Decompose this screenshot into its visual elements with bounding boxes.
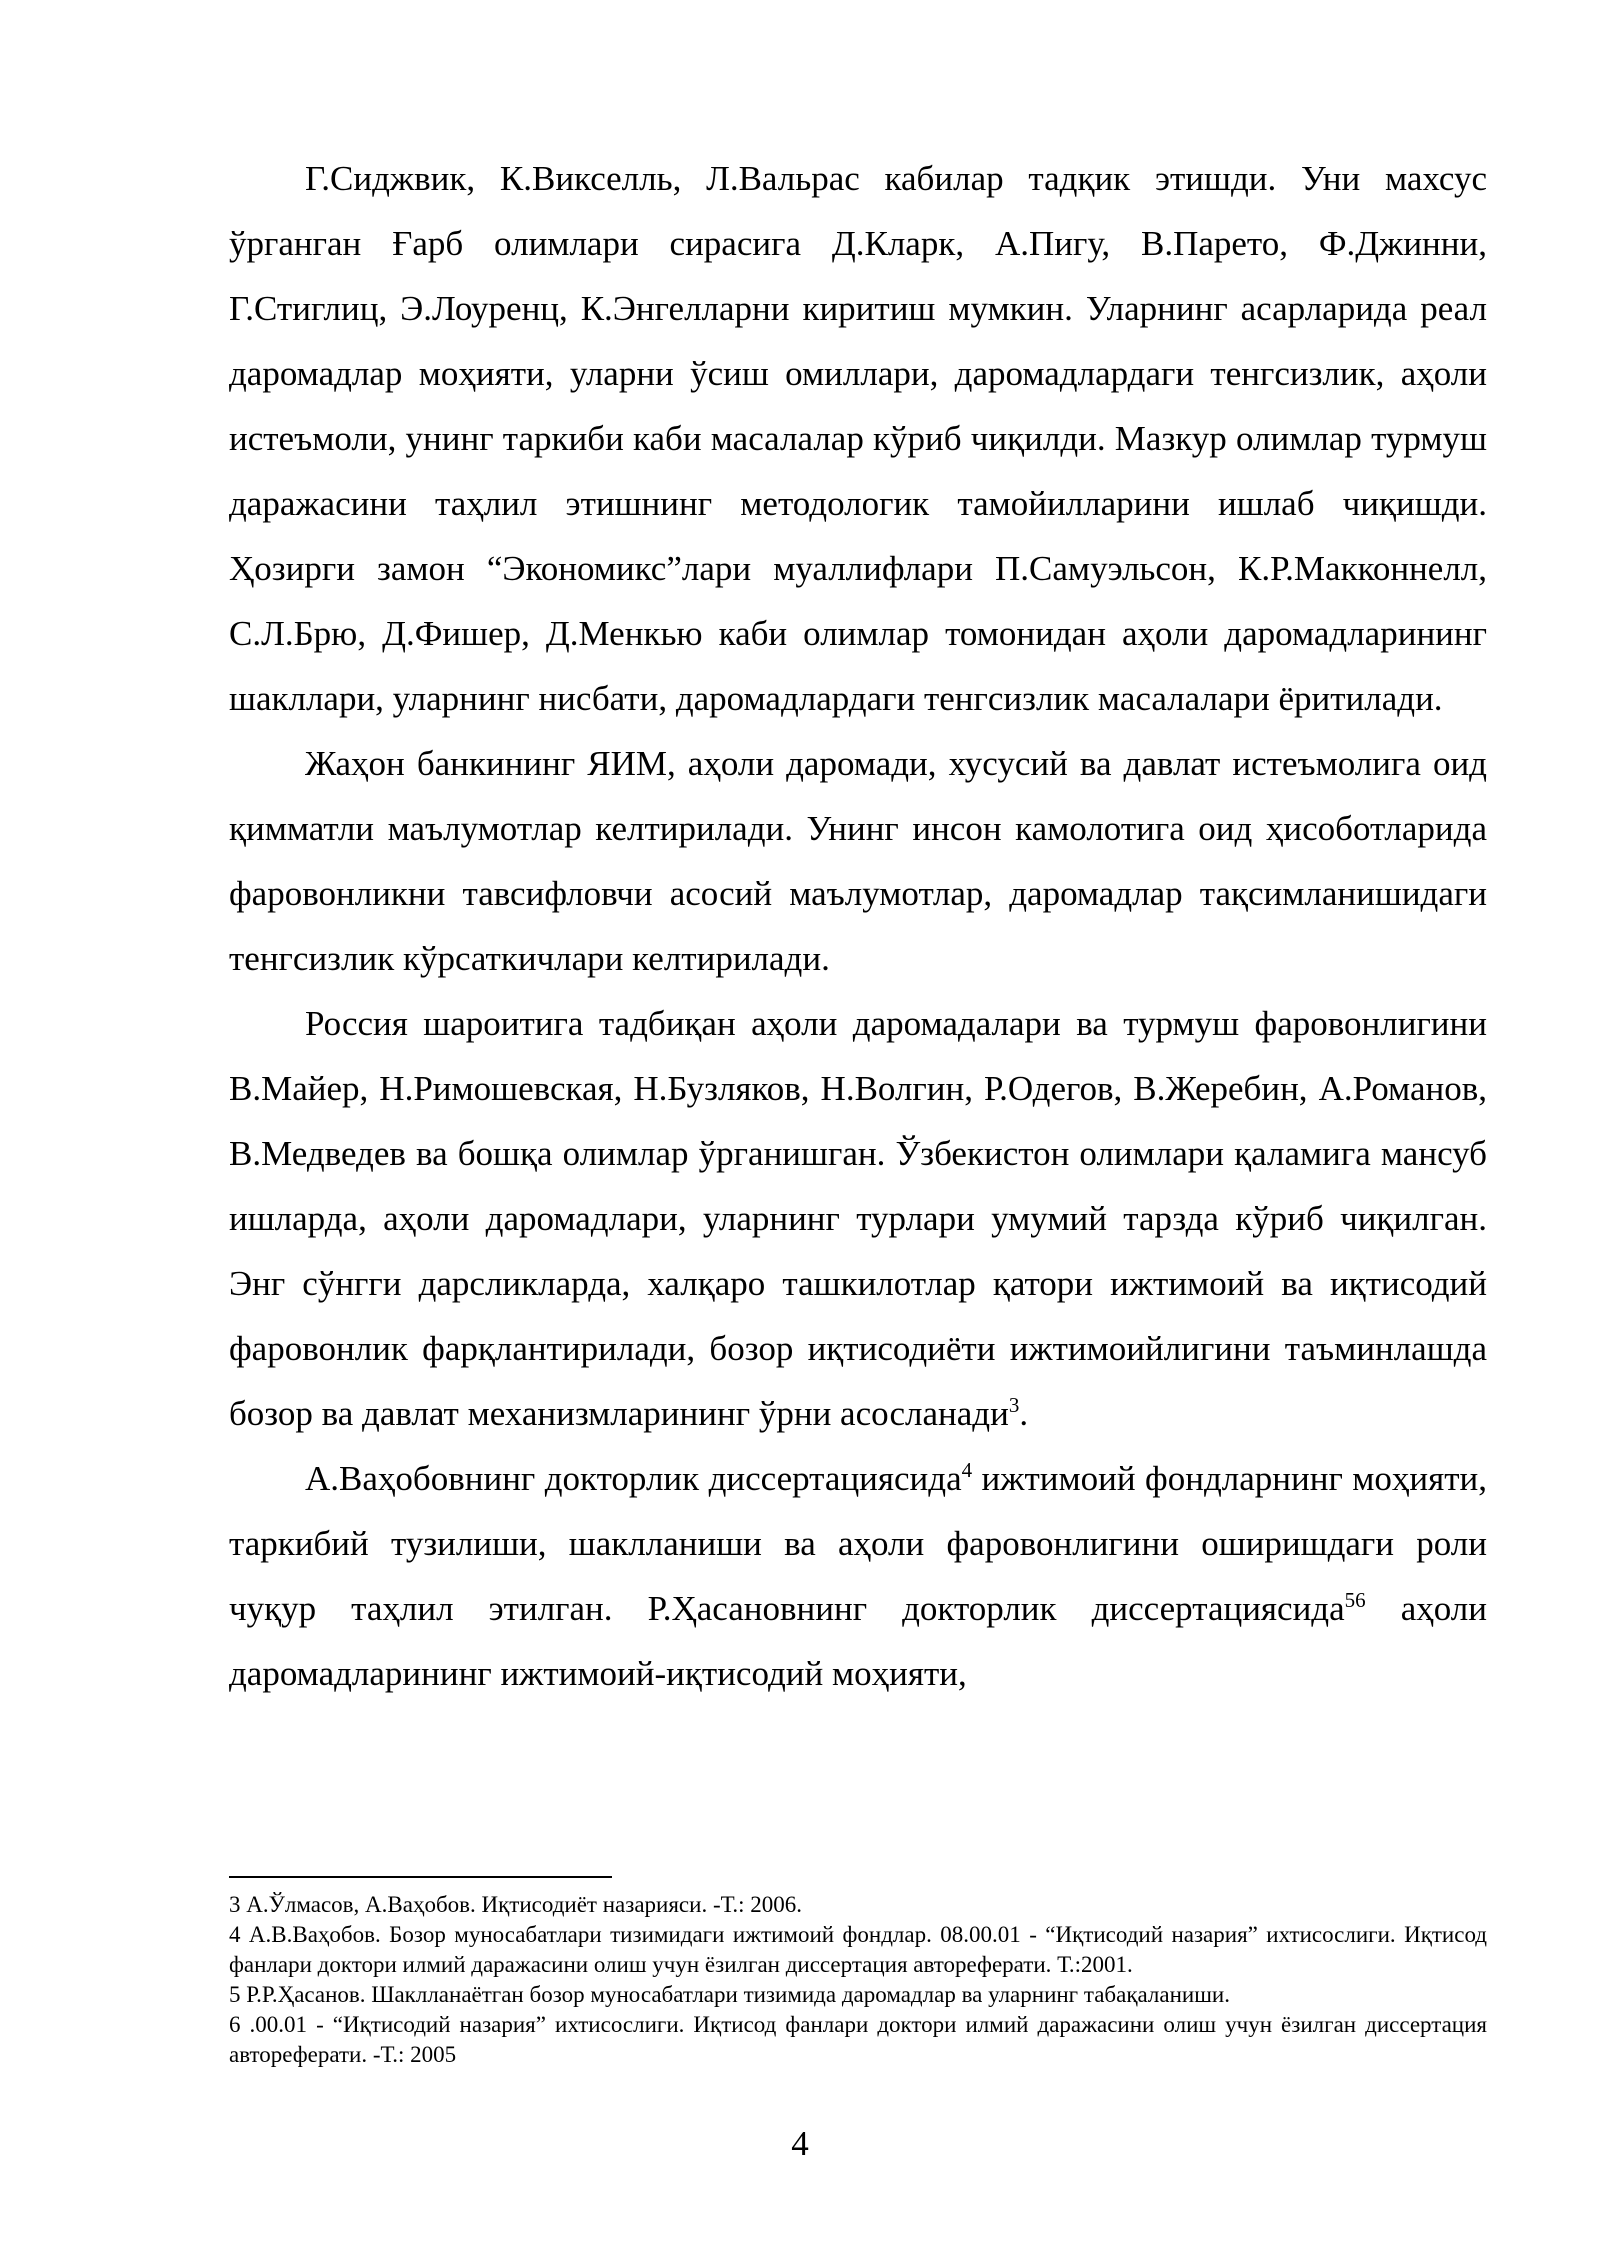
paragraph-text: ижтимоий фондларнинг моҳияти, таркибий тузилиши, шаклланиши ва аҳоли фаровонлигини оширишдаги роли чуқур таҳлил этилган. Р.Ҳасановнинг докторлик диссертациясида: [229, 1459, 1487, 1628]
footnote-separator: [229, 1876, 612, 1878]
paragraph-text: Г.Сиджвик, К.Викселль, Л.Вальрас кабилар тадқик этишди. Уни махсус ўрганган Ғарб олимлари сирасига Д.Кларк, А.Пигу, В.Парето, Ф.Джинни, Г.Стиглиц, Э.Лоуренц, К.Энгелларни киритиш мумкин. Уларнинг асарларида реал даромадлар моҳияти, уларни ўсиш омиллари, даромадлардаги тенгсизлик, аҳоли истеъмоли, унинг таркиби каби масалалар кўриб чиқилди. Мазкур олимлар турмуш даражасини таҳлил этишнинг методологик тамойилларини ишлаб чиқишди. Ҳозирги замон “Экономикс”лари муаллифлари П.Самуэльсон, К.Р.Макконнелл, С.Л.Брю, Д.Фишер, Д.Менкью каби олимлар томонидан аҳоли даромадларининг шакллари, уларнинг нисбати, даромадлардаги тенгсизлик масалалари ёритилади.: [229, 159, 1487, 718]
paragraph: [229, 731, 1487, 991]
paragraph-text-start: А.Ваҳобовнинг докторлик диссертациясида: [305, 1459, 962, 1498]
paragraph-text: Россия шароитига тадбиқан аҳоли даромадалари ва турмуш фаровонлигини В.Майер, Н.Римошевская, Н.Бузляков, Н.Волгин, Р.Одегов, В.Жеребин, А.Романов, В.Медведев ва бошқа олимлар ўрганишган. Ўзбекистон олимлари қаламига мансуб ишларда, аҳоли даромадлари, уларнинг турлари умумий тарзда кўриб чиқилган. Энг сўнгги дарсликларда, халқаро ташкилотлар қатори ижтимоий ва иқтисодий фаровонлик фарқлантирилади, бозор иқтисодиёти ижтимоийлигини таъминлашда бозор ва давлат механизмларининг ўрни асосланади: [229, 1004, 1487, 1433]
paragraph-text: Жаҳон банкининг ЯИМ, аҳоли даромади, хусусий ва давлат истеъмолига оид қимматли маълумотлар келтирилади. Унинг инсон камолотига оид ҳисоботларида фаровонликни тавсифловчи асосий маълумотлар, даромадлар тақсимланишидаги тенгсизлик кўрсаткичлари келтирилади.: [229, 744, 1487, 978]
paragraph: [229, 146, 1487, 731]
footnotes: [229, 1890, 1487, 2070]
footnote: 4 А.В.Ваҳобов. Бозор муносабатлари тизимидаги ижтимоий фондлар. 08.00.01 - “Иқтисодий назария” ихтисослиги. Иқтисод фанлари доктори илмий даражасини олиш учун ёзилган диссертация автореферати. Т.:2001.: [229, 1922, 1487, 1977]
paragraph: [229, 1446, 1487, 1706]
page-number: 4: [791, 2124, 809, 2163]
paragraph-text-end: аҳоли даромадларининг ижтимоий-иқтисодий моҳияти,: [229, 1589, 1487, 1693]
footnote-ref: 3: [1008, 1393, 1020, 1417]
footnote: 3 А.Ўлмасов, А.Ваҳобов. Иқтисодиёт назарияси. -Т.: 2006.: [229, 1892, 802, 1917]
paragraph: [229, 991, 1487, 1446]
footnote: 6 .00.01 - “Иқтисодий назария” ихтисослиги. Иқтисод фанлари доктори илмий даражасини олиш учун ёзилган диссертация автореферати. -Т.: 2005: [229, 2012, 1487, 2067]
footnote-ref: 56: [1344, 1588, 1366, 1612]
paragraph-text-end: .: [1019, 1394, 1029, 1433]
footnote-ref: 4: [961, 1458, 973, 1482]
footnote: 5 Р.Р.Ҳасанов. Шаклланаётган бозор муносабатлари тизимида даромадлар ва уларнинг табақаланиши.: [229, 1982, 1230, 2007]
body-text: [229, 146, 1487, 1706]
